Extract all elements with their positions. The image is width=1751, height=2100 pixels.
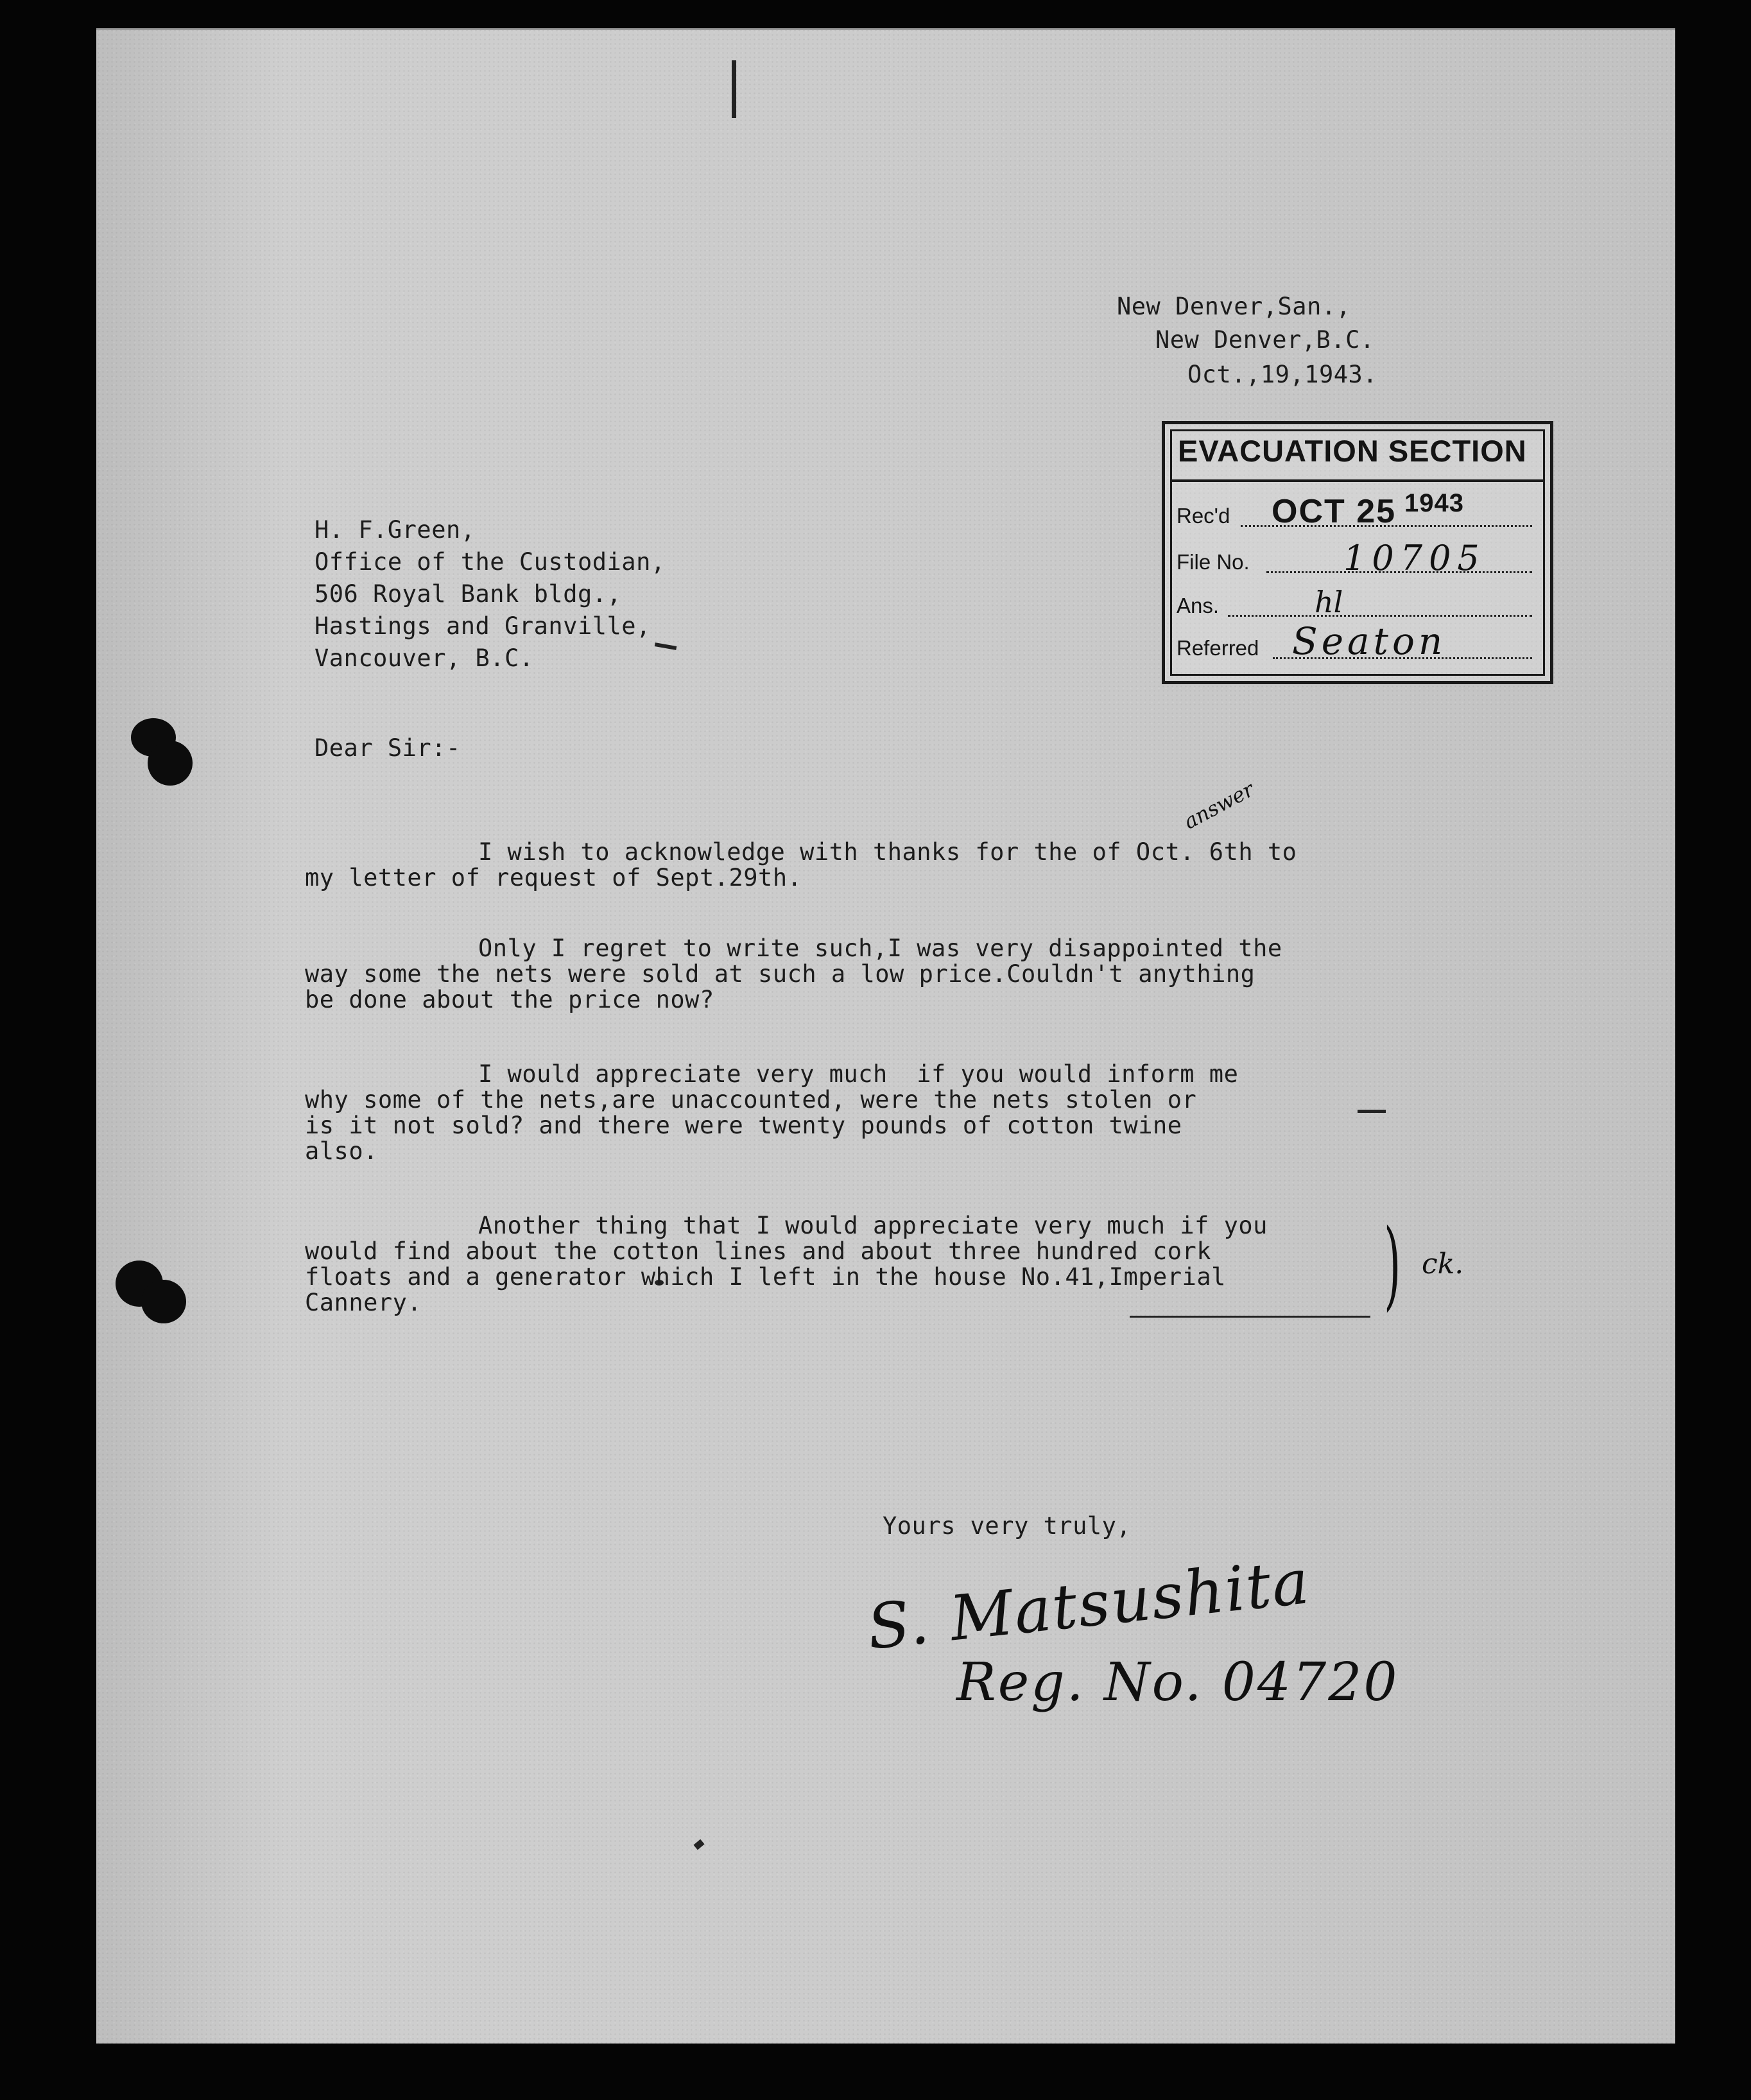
file-number-handwritten: 10705 bbox=[1343, 538, 1486, 578]
punch-hole bbox=[148, 741, 193, 786]
body-line: Another thing that I would appreciate very much if you bbox=[478, 1212, 1268, 1239]
stamp-received-row bbox=[1177, 488, 1532, 533]
return-address-line: New Denver,B.C. bbox=[1155, 326, 1375, 354]
body-line: be done about the price now? bbox=[305, 986, 714, 1013]
body-line: why some of the nets,are unaccounted, were the nets stolen or bbox=[305, 1086, 1197, 1114]
ink-speck bbox=[732, 60, 736, 118]
page-edge bbox=[96, 28, 1675, 30]
ans-handwritten: hl bbox=[1315, 585, 1343, 619]
stamp-divider bbox=[1170, 479, 1545, 482]
body-line: I wish to acknowledge with thanks for the of Oct. 6th to bbox=[478, 838, 1297, 866]
margin-bracket: ) bbox=[1384, 1209, 1401, 1321]
referred-label: Referred bbox=[1177, 636, 1259, 660]
received-year: 1943 bbox=[1404, 489, 1464, 517]
stamp-referred-row bbox=[1177, 621, 1532, 666]
body-line: Cannery. bbox=[305, 1289, 422, 1316]
ink-speck bbox=[1358, 1110, 1386, 1113]
file-no-label: File No. bbox=[1177, 550, 1250, 574]
return-address-line: New Denver,San., bbox=[1117, 293, 1351, 320]
ink-speck bbox=[655, 642, 677, 650]
closing: Yours very truly, bbox=[883, 1512, 1132, 1540]
evacuation-section-stamp bbox=[1162, 421, 1553, 684]
ans-label: Ans. bbox=[1177, 594, 1220, 617]
stamp-file-row bbox=[1177, 535, 1532, 580]
letter-page bbox=[96, 28, 1675, 2044]
recipient-line: Hastings and Granville, bbox=[315, 612, 651, 640]
received-date: OCT 25 bbox=[1272, 493, 1397, 530]
body-line: floats and a generator which I left in the house No.41,Imperial bbox=[305, 1263, 1226, 1291]
body-line: would find about the cotton lines and about three hundred cork bbox=[305, 1237, 1212, 1265]
body-line: I would appreciate very much if you would inform me bbox=[478, 1060, 1239, 1088]
inserted-word-handwritten: answer bbox=[1179, 777, 1258, 834]
recipient-line: 506 Royal Bank bldg., bbox=[315, 580, 622, 608]
salutation: Dear Sir:- bbox=[315, 734, 461, 762]
referred-handwritten: Seaton bbox=[1292, 619, 1447, 663]
registration-number-handwritten: Reg. No. 04720 bbox=[956, 1652, 1399, 1713]
margin-note-handwritten: ck. bbox=[1422, 1248, 1464, 1280]
punch-hole bbox=[141, 1280, 186, 1323]
return-address-line: Oct.,19,1943. bbox=[1187, 361, 1378, 388]
received-label: Rec'd bbox=[1177, 504, 1230, 528]
recipient-line: H. F.Green, bbox=[315, 516, 476, 544]
body-line: my letter of request of Sept.29th. bbox=[305, 864, 802, 891]
recipient-line: Vancouver, B.C. bbox=[315, 644, 534, 672]
body-line: way some the nets were sold at such a low price.Couldn't anything bbox=[305, 960, 1255, 988]
body-line: Only I regret to write such,I was very disappointed the bbox=[478, 934, 1282, 962]
ink-speck bbox=[693, 1839, 704, 1850]
pencil-underline bbox=[1130, 1316, 1370, 1318]
recipient-line: Office of the Custodian, bbox=[315, 548, 666, 576]
stamp-title: EVACUATION SECTION bbox=[1178, 434, 1527, 468]
stamp-ans-row bbox=[1177, 578, 1532, 623]
dotted-line bbox=[1228, 615, 1532, 617]
body-line: also. bbox=[305, 1137, 378, 1165]
signature-handwritten: S. Matsushita bbox=[864, 1545, 1314, 1664]
body-line: is it not sold? and there were twenty pounds of cotton twine bbox=[305, 1112, 1182, 1139]
